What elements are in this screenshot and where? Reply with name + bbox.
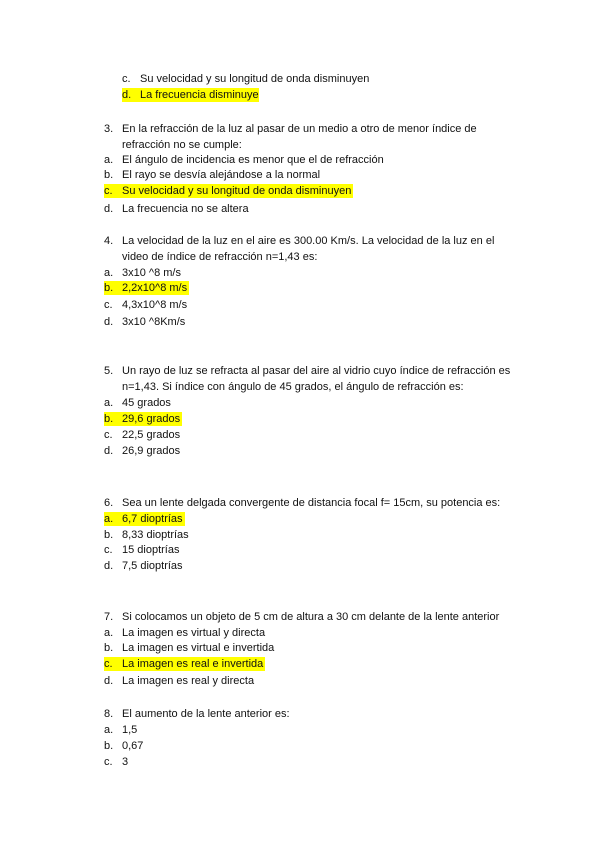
option-text: 8,33 dioptrías [122, 529, 189, 541]
question-number: 6. [104, 497, 114, 509]
option-a-highlighted [104, 512, 185, 526]
option-letter: b. [104, 169, 114, 181]
option-c [104, 755, 130, 769]
option-letter: b. [104, 529, 114, 541]
option-letter: a. [104, 627, 114, 639]
option-text: 0,67 [122, 740, 144, 752]
option-letter: b. [104, 413, 114, 425]
option-c-highlighted [104, 184, 353, 198]
option-d [104, 444, 182, 458]
option-letter: a. [104, 724, 114, 736]
option-c-highlighted [104, 657, 265, 671]
option-text: 3x10 ^8 m/s [122, 267, 181, 279]
option-a [104, 266, 183, 280]
question-number: 3. [104, 123, 114, 135]
option-d [104, 674, 256, 688]
option-b [104, 168, 322, 182]
option-text: La imagen es virtual e invertida [122, 642, 275, 654]
option-b [104, 739, 145, 753]
question-text-line: Si colocamos un objeto de 5 cm de altura a 30 cm delante de la lente anterior [122, 611, 500, 623]
option-b-highlighted [104, 412, 182, 426]
question-number: 5. [104, 365, 114, 377]
option-letter: d. [104, 560, 114, 572]
option-c [104, 543, 181, 557]
option-text: 2,2x10^8 m/s [122, 282, 188, 294]
option-letter: c. [104, 299, 113, 311]
option-letter: a. [104, 513, 114, 525]
option-a [104, 153, 386, 167]
option-text: La frecuencia no se altera [122, 203, 249, 215]
question-number: 8. [104, 708, 114, 720]
option-b [104, 641, 276, 655]
option-d [104, 202, 251, 216]
question-text-line: El aumento de la lente anterior es: [122, 708, 290, 720]
option-letter: c. [104, 658, 113, 670]
option-letter: c. [104, 185, 113, 197]
question-text-line: Sea un lente delgada convergente de distancia focal f= 15cm, su potencia es: [122, 497, 501, 509]
option-text: 26,9 grados [122, 445, 181, 457]
option-text: 1,5 [122, 724, 138, 736]
option-text: 15 dioptrías [122, 544, 180, 556]
option-letter: c. [104, 544, 113, 556]
option-text: La imagen es real y directa [122, 675, 255, 687]
question-number: 4. [104, 235, 114, 247]
option-text: El ángulo de incidencia es menor que el de refracción [122, 154, 384, 166]
question-text-line: En la refracción de la luz al pasar de un medio a otro de menor índice de [122, 123, 477, 135]
option-a [104, 723, 139, 737]
option-a [104, 396, 173, 410]
option-text: 29,6 grados [122, 413, 181, 425]
option-text: Su velocidad y su longitud de onda disminuyen [122, 185, 352, 197]
option-text: 22,5 grados [122, 429, 181, 441]
question-text-line: video de índice de refracción n=1,43 es: [122, 251, 318, 263]
question-text-line: n=1,43. Si índice con ángulo de 45 grados, el ángulo de refracción es: [122, 381, 464, 393]
option-text: La frecuencia disminuye [140, 89, 259, 101]
option-c [104, 298, 189, 312]
option-b-highlighted [104, 281, 189, 295]
option-text: La imagen es real e invertida [122, 658, 264, 670]
prev-option-d-highlighted [122, 88, 259, 102]
option-letter: d. [104, 445, 114, 457]
option-d [104, 315, 187, 329]
question-number: 7. [104, 611, 114, 623]
prev-option-c [122, 72, 369, 86]
option-b [104, 528, 191, 542]
option-letter: d. [104, 675, 114, 687]
option-letter: a. [104, 267, 114, 279]
option-letter: b. [104, 282, 114, 294]
option-text: 4,3x10^8 m/s [122, 299, 188, 311]
option-letter: d. [104, 203, 114, 215]
option-letter: d. [122, 89, 132, 101]
question-text-line: Un rayo de luz se refracta al pasar del aire al vidrio cuyo índice de refracción es [122, 365, 511, 377]
question-text-line: La velocidad de la luz en el aire es 300.00 Km/s. La velocidad de la luz en el [122, 235, 495, 247]
option-d [104, 559, 185, 573]
question-text-line: refracción no se cumple: [122, 139, 242, 151]
option-text: 6,7 dioptrías [122, 513, 183, 525]
option-letter: b. [104, 740, 114, 752]
option-a [104, 626, 267, 640]
option-letter: b. [104, 642, 114, 654]
option-letter: a. [104, 154, 114, 166]
option-letter: c. [104, 756, 113, 768]
option-text: 3x10 ^8Km/s [122, 316, 186, 328]
option-letter: a. [104, 397, 114, 409]
option-text: 7,5 dioptrías [122, 560, 183, 572]
option-letter: c. [122, 73, 131, 85]
option-text: El rayo se desvía alejándose a la normal [122, 169, 321, 181]
option-c [104, 428, 182, 442]
option-text: Su velocidad y su longitud de onda disminuyen [140, 73, 370, 85]
option-text: 45 grados [122, 397, 171, 409]
option-text: 3 [122, 756, 129, 768]
option-letter: d. [104, 316, 114, 328]
option-text: La imagen es virtual y directa [122, 627, 266, 639]
option-letter: c. [104, 429, 113, 441]
